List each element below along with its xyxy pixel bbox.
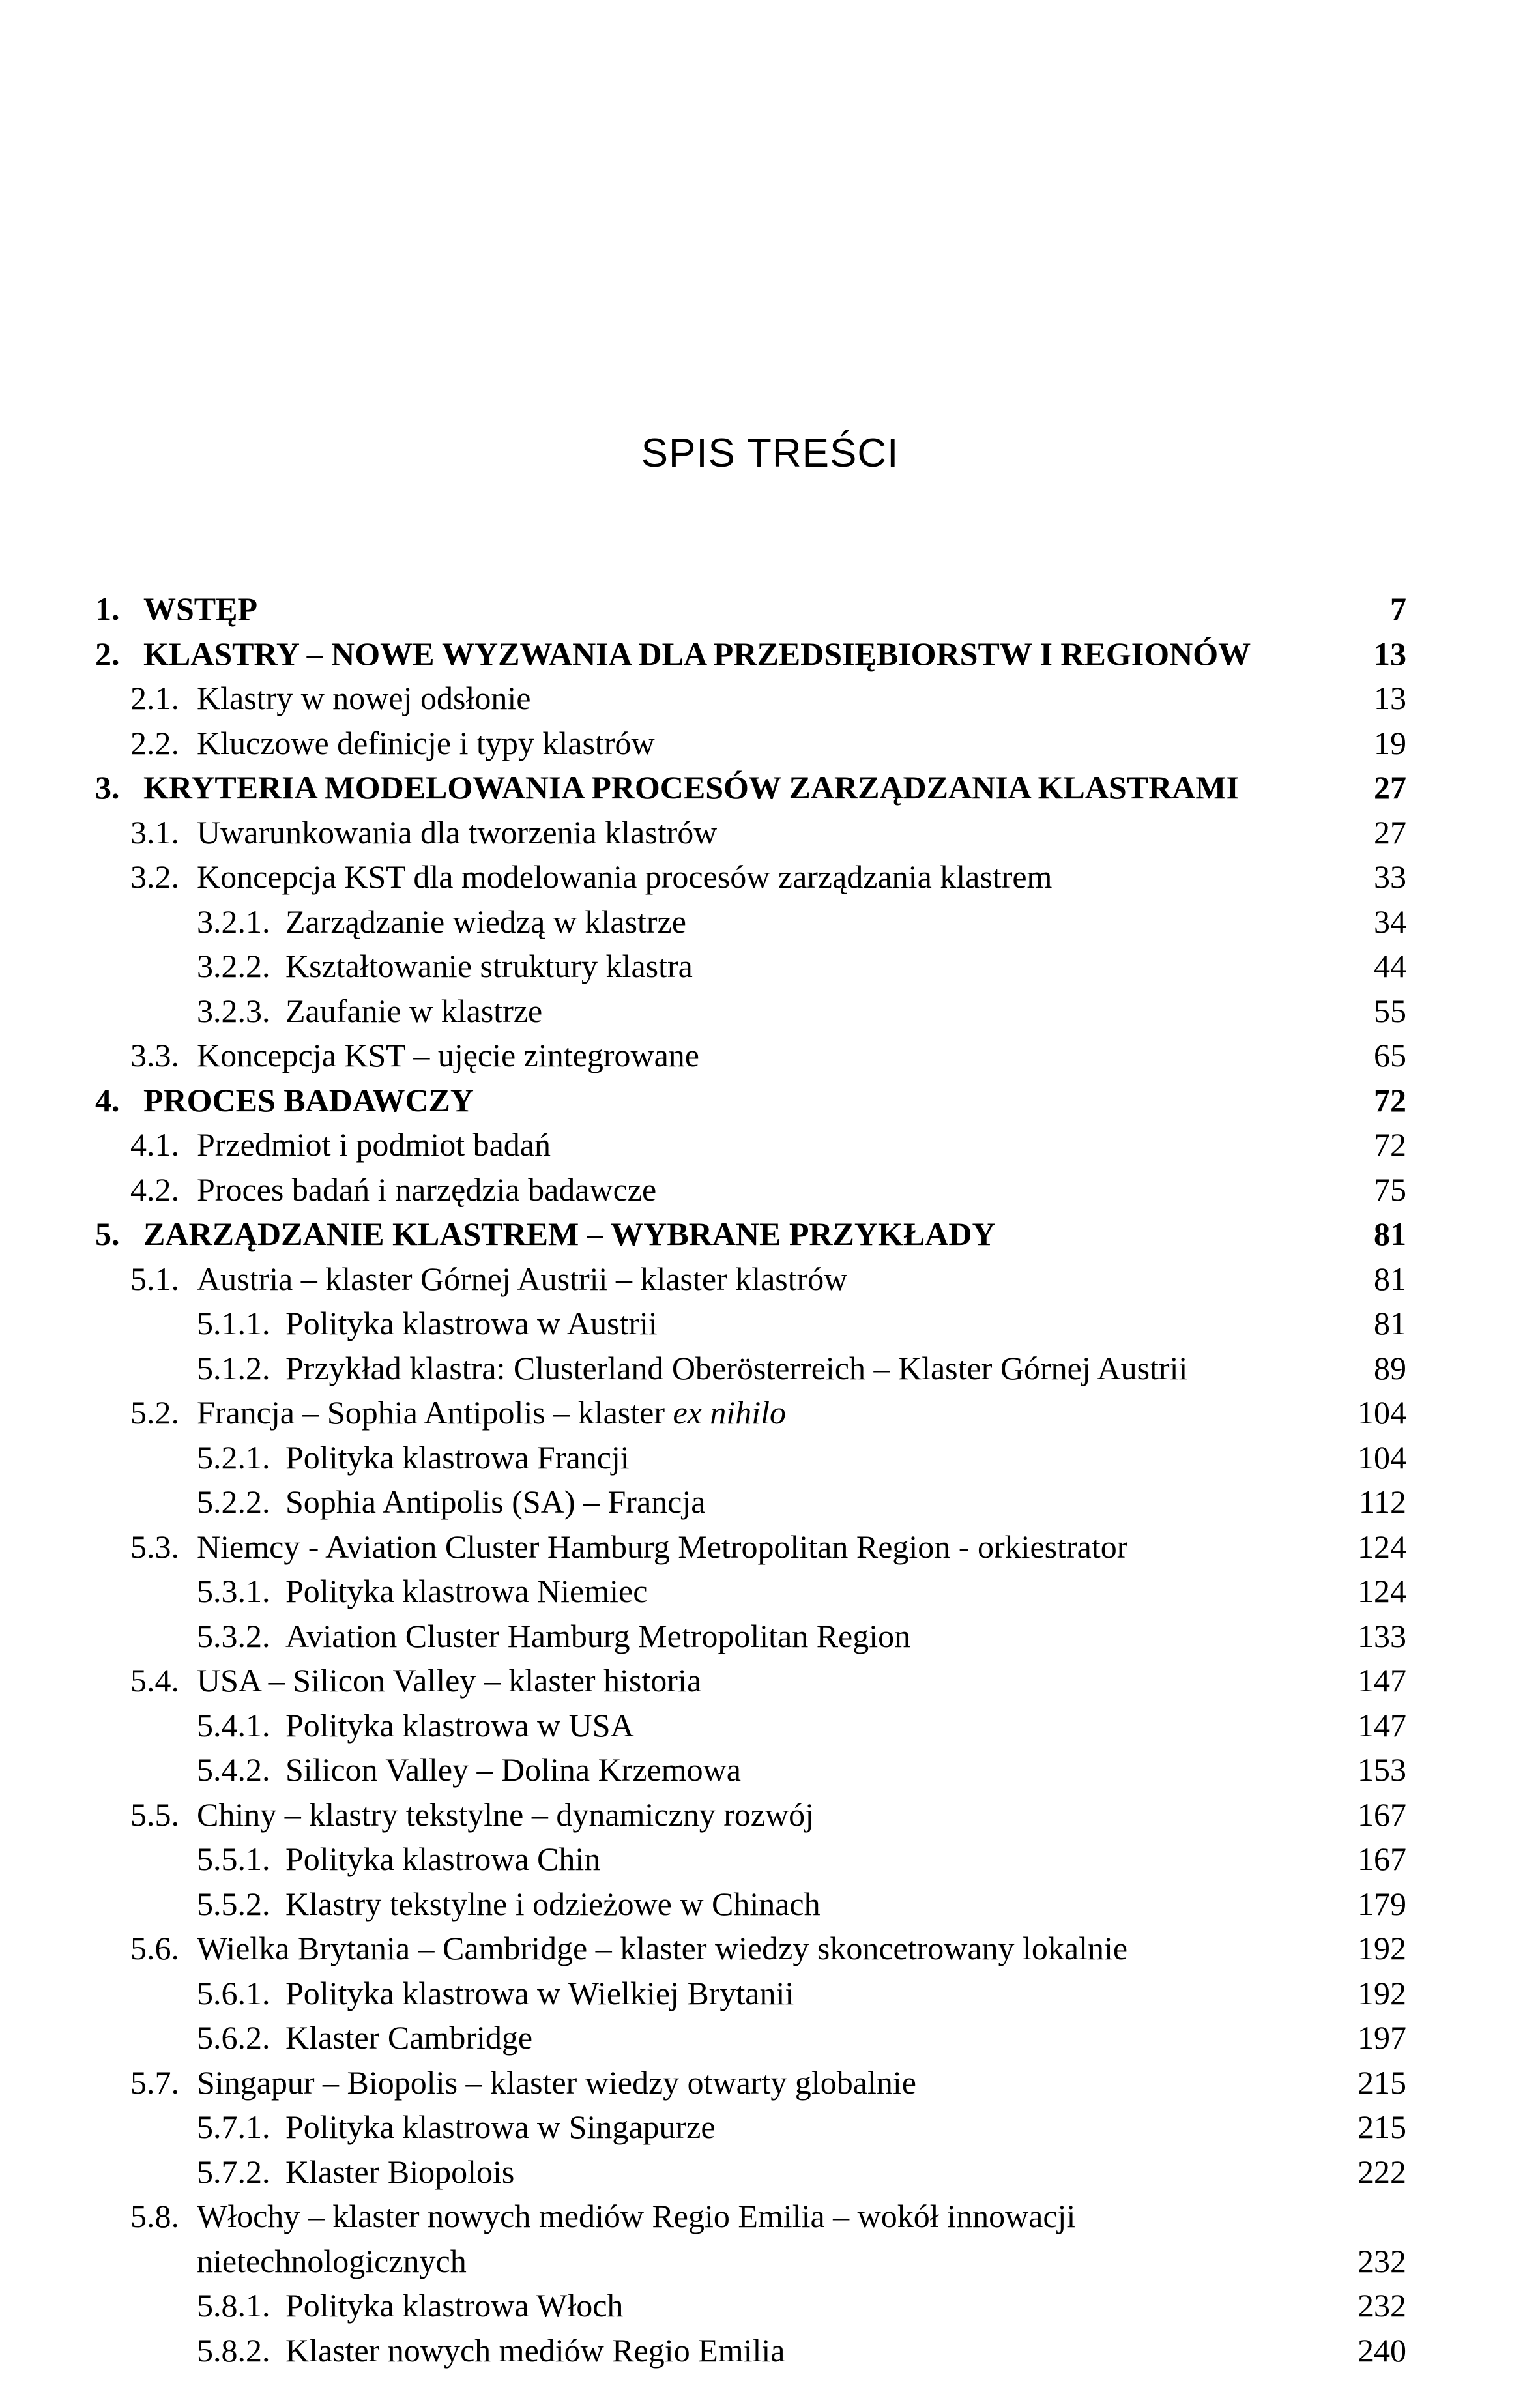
- entry-number: 5.7.1.: [197, 2109, 270, 2145]
- entry-number: 3.2.: [130, 858, 179, 895]
- entry-number: 2.2.: [130, 724, 179, 761]
- entry-page: 124: [1358, 1573, 1406, 1609]
- entry-number: 5.1.2.: [197, 1349, 270, 1386]
- entry-number: 5.: [95, 1216, 120, 1252]
- entry-label: Uwarunkowania dla tworzenia klastrów: [197, 813, 718, 851]
- entry-page: 75: [1374, 1171, 1406, 1208]
- entry-label: WSTĘP: [143, 591, 258, 627]
- entry-number: 5.8.2.: [197, 2331, 270, 2369]
- page-title: SPIS TREŚCI: [641, 431, 899, 476]
- entry-number: 5.1.: [130, 1260, 179, 1297]
- entry-number: 5.4.1.: [197, 1706, 270, 1744]
- entry-label: PROCES BADAWCZY: [143, 1081, 474, 1118]
- entry-page: 13: [1374, 635, 1406, 672]
- entry-page: 147: [1358, 1706, 1406, 1744]
- entry-page: 72: [1374, 1126, 1406, 1163]
- entry-label: ZARZĄDZANIE KLASTREM – WYBRANE PRZYKŁADY: [143, 1216, 996, 1252]
- toc-entry[interactable]: [95, 1614, 1406, 1659]
- toc-entry[interactable]: [95, 1792, 1406, 1837]
- entry-page: 215: [1358, 2109, 1406, 2145]
- entry-number: 5.1.1.: [197, 1305, 270, 1341]
- entry-page: 13: [1374, 680, 1406, 716]
- entry-page: 44: [1374, 948, 1406, 984]
- entry-number: 3.2.3.: [197, 992, 270, 1029]
- entry-number: 5.3.1.: [197, 1573, 270, 1609]
- entry-number: 4.2.: [130, 1171, 179, 1208]
- entry-page: 112: [1358, 1483, 1406, 1520]
- toc-entry[interactable]: [95, 1167, 1406, 1212]
- entry-label: Polityka klastrowa w USA: [285, 1706, 634, 1744]
- toc-entry[interactable]: [95, 1212, 1406, 1257]
- toc-entry[interactable]: [95, 632, 1406, 677]
- toc-entry[interactable]: [95, 2105, 1406, 2150]
- toc-entry[interactable]: [95, 1971, 1406, 2016]
- entry-label: Przedmiot i podmiot badań: [197, 1126, 551, 1163]
- toc-entry[interactable]: [95, 1837, 1406, 1882]
- entry-page: 197: [1358, 2019, 1406, 2056]
- toc-entry[interactable]: [95, 1926, 1406, 1971]
- entry-number: 4.1.: [130, 1126, 179, 1163]
- entry-label: Klastry tekstylne i odzieżowe w Chinach: [285, 1885, 821, 1922]
- entry-page: 222: [1358, 2153, 1406, 2190]
- entry-number: 5.8.: [130, 2198, 179, 2234]
- entry-label: [197, 1390, 786, 1435]
- entry-label: KRYTERIA MODELOWANIA PROCESÓW ZARZĄDZANIA KLASTRAMI: [143, 769, 1239, 806]
- entry-number: 5.4.: [130, 1662, 179, 1699]
- entry-number: 5.6.2.: [197, 2019, 270, 2056]
- entry-page: 27: [1374, 813, 1406, 851]
- entry-label: Polityka klastrowa Chin: [285, 1841, 601, 1877]
- entry-label: Polityka klastrowa Włoch: [285, 2287, 624, 2324]
- toc-entry[interactable]: [95, 676, 1406, 721]
- entry-number: 5.2.2.: [197, 1483, 270, 1520]
- entry-page: 33: [1374, 858, 1406, 895]
- entry-page: 34: [1374, 903, 1406, 940]
- toc-entry[interactable]: [95, 1658, 1406, 1703]
- entry-number: 5.2.1.: [197, 1438, 270, 1476]
- toc-entry[interactable]: [95, 1390, 1406, 1435]
- entry-label: Silicon Valley – Dolina Krzemowa: [285, 1751, 741, 1788]
- entry-label: Klaster nowych mediów Regio Emilia: [285, 2331, 785, 2369]
- entry-number: 5.7.: [130, 2064, 179, 2101]
- entry-number: 5.5.: [130, 1796, 179, 1833]
- entry-label: Proces badań i narzędzia badawcze: [197, 1171, 657, 1208]
- entry-label-italic: ex nihilo: [673, 1394, 787, 1431]
- entry-page: 104: [1358, 1394, 1406, 1431]
- entry-number: 2.: [95, 635, 120, 672]
- entry-page: 192: [1358, 1930, 1406, 1966]
- toc-entry[interactable]: [95, 1882, 1406, 1927]
- entry-label: Niemcy - Aviation Cluster Hamburg Metropolitan Region - orkiestrator: [197, 1528, 1128, 1565]
- entry-label: Polityka klastrowa w Singapurze: [285, 2109, 716, 2145]
- entry-page: 104: [1358, 1438, 1406, 1476]
- entry-label: Koncepcja KST – ujęcie zintegrowane: [197, 1037, 699, 1073]
- entry-page: 153: [1358, 1751, 1406, 1788]
- entry-label: Klastry w nowej odsłonie: [197, 680, 531, 716]
- entry-number: 5.7.2.: [197, 2153, 270, 2190]
- entry-number: 5.3.: [130, 1528, 179, 1565]
- entry-label: Koncepcja KST dla modelowania procesów zarządzania klastrem: [197, 858, 1053, 895]
- entry-number: 5.5.2.: [197, 1885, 270, 1922]
- entry-page: 19: [1374, 724, 1406, 761]
- entry-number: 4.: [95, 1081, 120, 1118]
- entry-number: 2.1.: [130, 680, 179, 716]
- entry-label: Zarządzanie wiedzą w klastrze: [285, 903, 686, 940]
- entry-label-continued: nietechnologicznych: [197, 2242, 467, 2279]
- toc-entry[interactable]: [95, 587, 1406, 632]
- entry-page: 232: [1358, 2287, 1406, 2324]
- entry-number: 3.2.2.: [197, 948, 270, 984]
- toc-entry[interactable]: [95, 854, 1406, 899]
- entry-label: Singapur – Biopolis – klaster wiedzy otwarty globalnie: [197, 2064, 916, 2101]
- entry-label-text: Francja – Sophia Antipolis – klaster: [197, 1394, 665, 1431]
- entry-page: 89: [1374, 1349, 1406, 1386]
- entry-page: 167: [1358, 1841, 1406, 1877]
- entry-page: 81: [1374, 1305, 1406, 1341]
- entry-label: USA – Silicon Valley – klaster historia: [197, 1662, 702, 1699]
- entry-number: 3.3.: [130, 1037, 179, 1073]
- entry-label: Kluczowe definicje i typy klastrów: [197, 724, 655, 761]
- toc-entry[interactable]: [95, 2283, 1406, 2328]
- entry-number: 5.2.: [130, 1394, 179, 1431]
- entry-line-1: [130, 2194, 1406, 2239]
- entry-label: Austria – klaster Górnej Austrii – klaster klastrów: [197, 1260, 848, 1297]
- toc-entry[interactable]: [95, 989, 1406, 1034]
- entry-line-2: [130, 2239, 1406, 2284]
- toc-entry[interactable]: [95, 899, 1406, 944]
- toc-entry[interactable]: [95, 1435, 1406, 1480]
- entry-number: 3.1.: [130, 813, 179, 851]
- entry-label: Zaufanie w klastrze: [285, 992, 543, 1029]
- toc-entry[interactable]: [95, 721, 1406, 766]
- toc-entry[interactable]: [95, 2060, 1406, 2105]
- toc-entry[interactable]: [95, 1346, 1406, 1391]
- entry-label: Polityka klastrowa w Austrii: [285, 1305, 658, 1341]
- entry-number: 1.: [95, 591, 120, 627]
- entry-number: 3.2.1.: [197, 903, 270, 940]
- table-of-contents: [95, 587, 1406, 2372]
- toc-entry[interactable]: [95, 1525, 1406, 1569]
- toc-entry[interactable]: [95, 2150, 1406, 2195]
- entry-label: Aviation Cluster Hamburg Metropolitan Region: [285, 1617, 911, 1654]
- entry-label: Sophia Antipolis (SA) – Francja: [285, 1483, 706, 1520]
- entry-label: Włochy – klaster nowych mediów Regio Emilia – wokół innowacji: [197, 2198, 1076, 2234]
- entry-page: 147: [1358, 1662, 1406, 1699]
- entry-page: 72: [1374, 1081, 1406, 1118]
- entry-page: 232: [1358, 2242, 1406, 2279]
- toc-entry[interactable]: [95, 1747, 1406, 1792]
- entry-number: 5.6.: [130, 1930, 179, 1966]
- toc-entry[interactable]: [95, 1078, 1406, 1123]
- entry-page: 7: [1390, 591, 1406, 627]
- entry-page: 65: [1374, 1037, 1406, 1073]
- toc-entry[interactable]: [95, 1703, 1406, 1748]
- entry-number: 5.3.2.: [197, 1617, 270, 1654]
- entry-label: KLASTRY – NOWE WYZWANIA DLA PRZEDSIĘBIORSTW I REGIONÓW: [143, 635, 1251, 672]
- toc-entry[interactable]: [95, 1480, 1406, 1525]
- toc-entry[interactable]: [95, 2194, 1406, 2283]
- entry-label: Polityka klastrowa Francji: [285, 1438, 630, 1476]
- entry-label: Polityka klastrowa w Wielkiej Brytanii: [285, 1974, 794, 2011]
- entry-page: 192: [1358, 1974, 1406, 2011]
- entry-label: Chiny – klastry tekstylne – dynamiczny rozwój: [197, 1796, 815, 1833]
- entry-label: Polityka klastrowa Niemiec: [285, 1573, 648, 1609]
- entry-page: 124: [1358, 1528, 1406, 1565]
- entry-label: Wielka Brytania – Cambridge – klaster wiedzy skoncetrowany lokalnie: [197, 1930, 1128, 1966]
- entry-page: 133: [1358, 1617, 1406, 1654]
- toc-entry[interactable]: [95, 1569, 1406, 1614]
- toc-entry[interactable]: [95, 2015, 1406, 2060]
- entry-page: 167: [1358, 1796, 1406, 1833]
- toc-entry[interactable]: [95, 765, 1406, 810]
- entry-label: Kształtowanie struktury klastra: [285, 948, 693, 984]
- entry-page: 240: [1358, 2331, 1406, 2369]
- entry-page: 81: [1374, 1216, 1406, 1252]
- toc-entry[interactable]: [95, 944, 1406, 989]
- entry-number: 5.8.1.: [197, 2287, 270, 2324]
- entry-page: 27: [1374, 769, 1406, 806]
- entry-number: 5.4.2.: [197, 1751, 270, 1788]
- entry-number: 5.6.1.: [197, 1974, 270, 2011]
- toc-entry[interactable]: [95, 1257, 1406, 1302]
- entry-page: 215: [1358, 2064, 1406, 2101]
- toc-entry[interactable]: [95, 810, 1406, 855]
- entry-page: 55: [1374, 992, 1406, 1029]
- entry-page: 81: [1374, 1260, 1406, 1297]
- entry-label: Klaster Cambridge: [285, 2019, 533, 2056]
- entry-label: Klaster Biopolois: [285, 2153, 515, 2190]
- toc-entry[interactable]: [95, 1033, 1406, 1078]
- toc-entry[interactable]: [95, 1301, 1406, 1346]
- entry-label: Przykład klastra: Clusterland Oberösterreich – Klaster Górnej Austrii: [285, 1349, 1188, 1386]
- toc-entry[interactable]: [95, 2328, 1406, 2373]
- toc-entry[interactable]: [95, 1122, 1406, 1167]
- entry-number: 5.5.1.: [197, 1841, 270, 1877]
- entry-number: 3.: [95, 769, 120, 806]
- entry-page: 179: [1358, 1885, 1406, 1922]
